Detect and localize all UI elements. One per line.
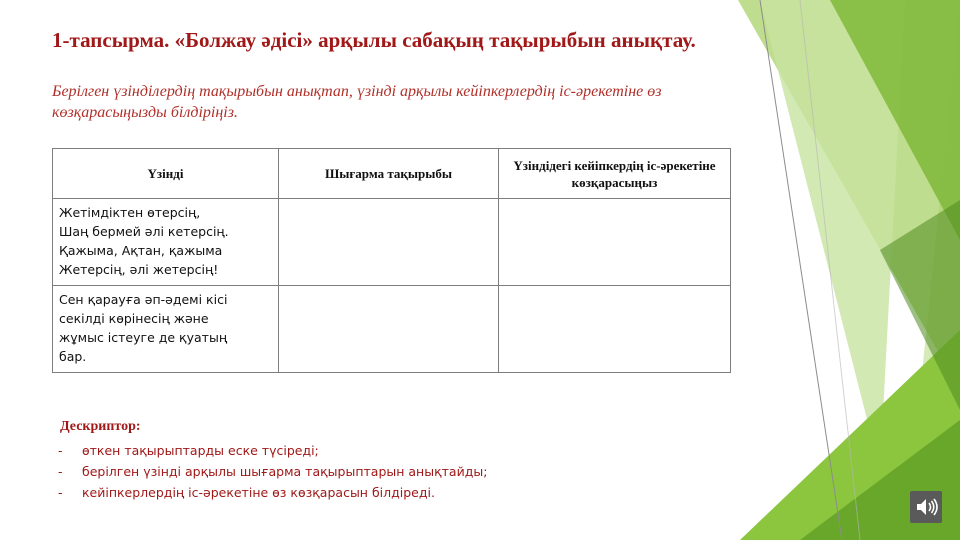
theme-cell[interactable] bbox=[279, 199, 499, 286]
descriptor-list bbox=[58, 440, 487, 503]
excerpt-line: секілді көрінесің және bbox=[59, 311, 209, 326]
table-row bbox=[53, 199, 731, 286]
table-row bbox=[53, 286, 731, 373]
opinion-cell[interactable] bbox=[499, 286, 731, 373]
header-opinion: Үзіндідегі кейіпкердің іс-әрекетіне көзқарасыңыз bbox=[499, 149, 731, 199]
excerpt-line: жұмыс істеуге де қуатың bbox=[59, 330, 228, 345]
descriptor-text: берілген үзінді арқылы шығарма тақырыптарын анықтайды; bbox=[82, 464, 488, 479]
list-item bbox=[58, 461, 487, 482]
excerpt-line: Жетерсің, әлі жетерсің! bbox=[59, 262, 219, 277]
excerpt-line: Шаң бермей әлі кетерсің. bbox=[59, 224, 229, 239]
opinion-cell[interactable] bbox=[499, 199, 731, 286]
page-title: 1-тапсырма. «Болжау әдісі» арқылы сабақың тақырыбын анықтау. bbox=[52, 28, 696, 52]
list-item bbox=[58, 482, 487, 503]
descriptor-text: кейіпкерлердің іс-әрекетіне өз көзқарасын білдіреді. bbox=[82, 485, 435, 500]
excerpt-line: Қажыма, Ақтан, қажыма bbox=[59, 243, 223, 258]
header-excerpt: Үзінді bbox=[53, 149, 279, 199]
task-instruction: Берілген үзінділердің тақырыбын анықтап, үзінді арқылы кейіпкерлердің іс-әрекетіне өз көзқарасыңызды білдіріңіз. bbox=[52, 83, 662, 121]
speaker-icon[interactable] bbox=[910, 491, 942, 523]
excerpt-cell bbox=[53, 199, 279, 286]
excerpt-line: Жетімдіктен өтерсің, bbox=[59, 205, 201, 220]
bullet-dash: - bbox=[58, 443, 63, 458]
header-work-theme: Шығарма тақырыбы bbox=[279, 149, 499, 199]
descriptor-text: өткен тақырыптарды еске түсіреді; bbox=[82, 443, 319, 458]
excerpt-line: Сен қарауға әп-әдемі кісі bbox=[59, 292, 228, 307]
bullet-dash: - bbox=[58, 464, 63, 479]
excerpt-cell bbox=[53, 286, 279, 373]
descriptor-title: Дескриптор: bbox=[60, 419, 141, 434]
task-table bbox=[52, 148, 731, 373]
theme-cell[interactable] bbox=[279, 286, 499, 373]
table-header-row bbox=[53, 149, 731, 199]
excerpt-line: бар. bbox=[59, 349, 87, 364]
list-item bbox=[58, 440, 487, 461]
bullet-dash: - bbox=[58, 485, 63, 500]
